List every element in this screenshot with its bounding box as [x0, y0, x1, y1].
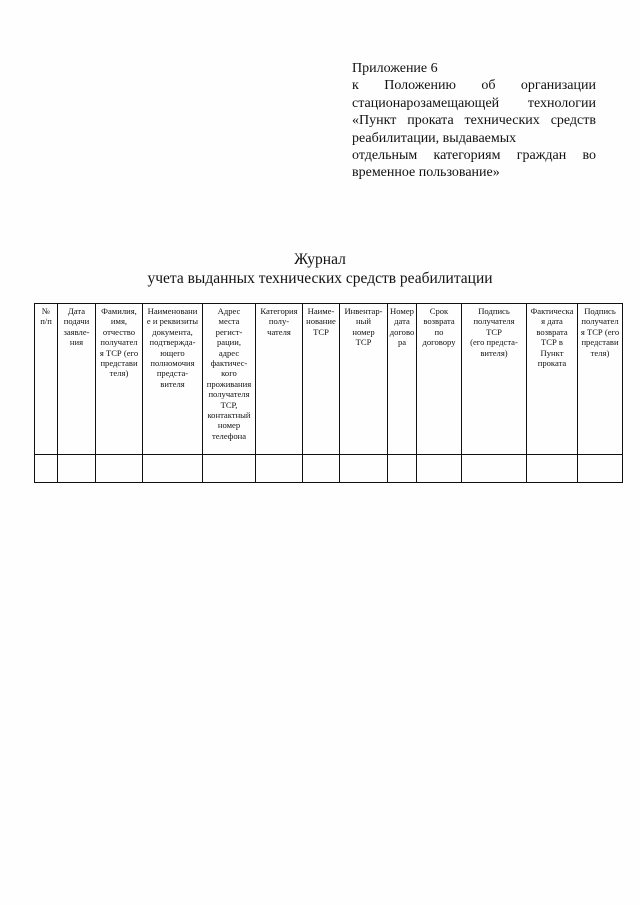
column-header: Дата подачи заявле- ния [58, 304, 96, 455]
journal-title: Журнал [294, 251, 346, 268]
column-header: Наименовани е и реквизиты документа, подтвержда- ющего полномочия предста- вителя [143, 304, 203, 455]
table-cell [527, 455, 578, 483]
column-header: Фактическа я дата возврата ТСР в Пункт проката [527, 304, 578, 455]
column-header: Срок возврата по договору [417, 304, 462, 455]
table-cell [340, 455, 388, 483]
appendix-line: Приложение 6 [352, 61, 438, 76]
appendix-line: к Положению об организации [352, 78, 596, 94]
appendix-line: отдельным категориям граждан во [352, 148, 596, 164]
appendix-line: реабилитации, выдаваемых [352, 130, 517, 146]
appendix-line: стационарозамещающей технологии [352, 95, 596, 111]
appendix-line: временное пользование» [352, 165, 500, 181]
table-cell [417, 455, 462, 483]
column-header: Номер дата догово ра [388, 304, 417, 455]
journal-subtitle: учета выданных технических средств реабилитации [147, 270, 493, 287]
table-cell [578, 455, 623, 483]
table-cell [35, 455, 58, 483]
table-cell [58, 455, 96, 483]
table-cell [462, 455, 527, 483]
column-header: Наиме- нование ТСР [303, 304, 340, 455]
table-cell [256, 455, 303, 483]
table-cell [388, 455, 417, 483]
appendix-line: «Пункт проката технических средств [352, 113, 596, 129]
column-header: Категория полу- чателя [256, 304, 303, 455]
table-cell [303, 455, 340, 483]
journal-table [34, 303, 623, 483]
table-header-row [35, 304, 623, 455]
table-cell [96, 455, 143, 483]
column-header: Подпись получател я ТСР (его представи теля) [578, 304, 623, 455]
table-cell [143, 455, 203, 483]
table-cell [203, 455, 256, 483]
column-header: Адрес места регист- рации, адрес фактичес- кого проживания получателя ТСР, контактный номер телефона [203, 304, 256, 455]
appendix-header [352, 60, 596, 182]
column-header: Инвентар- ный номер ТСР [340, 304, 388, 455]
column-header: Фамилия, имя, отчество получател я ТСР (его представи теля) [96, 304, 143, 455]
table-row [35, 455, 623, 483]
column-header: № п/п [35, 304, 58, 455]
column-header: Подпись получателя ТСР (его предста- вителя) [462, 304, 527, 455]
